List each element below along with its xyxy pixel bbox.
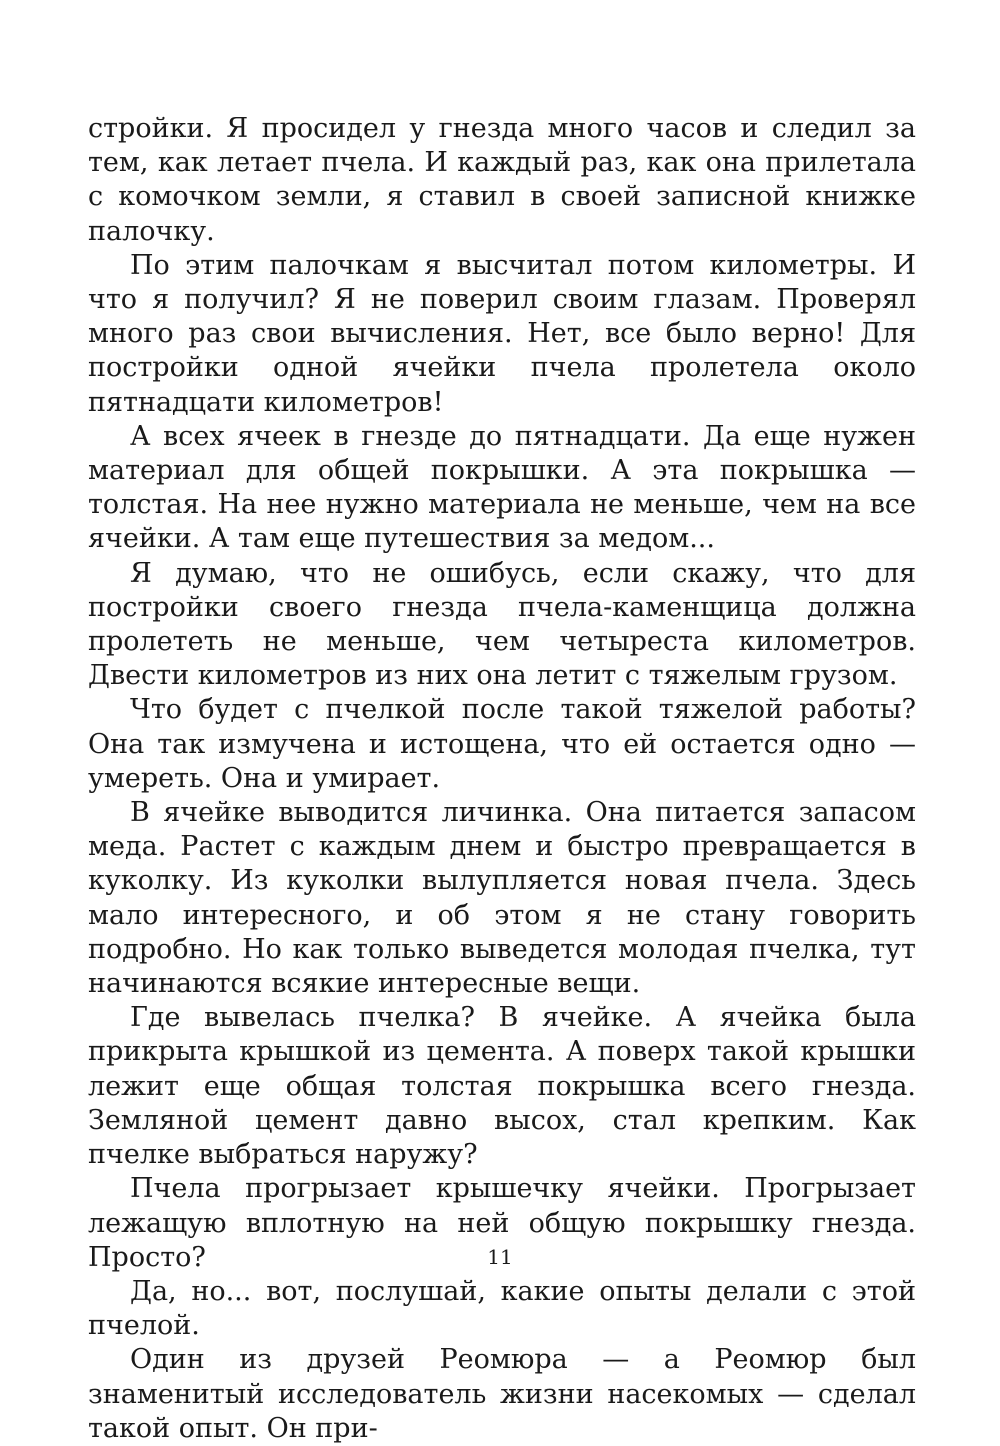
page-number: 11 — [487, 1245, 513, 1269]
paragraph-1: стройки. Я просидел у гнезда много часов и следил за тем, как летает пчела. И каждый раз, как она прилетала с комочком земли, я ставил в своей записной книжке палочку. — [88, 113, 916, 247]
paragraph-4: Я думаю, что не ошибусь, если скажу, что для постройки своего гнезда пчела-каменщица должна пролететь не меньше, чем четыреста километров. Двести километров из них она летит с тяжелым грузом. — [88, 557, 916, 692]
paragraph-9: Да, но... вот, послушай, какие опыты делали с этой пчелой. — [88, 1275, 916, 1342]
paragraph-10: Один из друзей Реомюра — а Реомюр был знаменитый исследователь жизни насекомых — сделал такой опыт. Он при- — [88, 1344, 916, 1444]
paragraph-5: Что будет с пчелкой после такой тяжелой работы? Она так измучена и истощена, что ей остается одно — умереть. Она и умирает. — [88, 694, 916, 794]
paragraph-6: В ячейке выводится личинка. Она питается запасом меда. Растет с каждым днем и быстро превращается в куколку. Из куколки вылупляется новая пчела. Здесь мало интересного, и об этом я не стану говорить подробно. Но как только выведется молодая пчелка, тут начинаются всякие интересные вещи. — [88, 797, 916, 1000]
paragraph-8: Пчела прогрызает крышечку ячейки. Прогрызает лежащую вплотную на ней общую покрышку гнезда. Просто? — [88, 1173, 916, 1273]
paragraph-7: Где вывелась пчелка? В ячейке. А ячейка была прикрыта крышкой из цемента. А поверх такой крышки лежит еще общая толстая покрышка всего гнезда. Земляной цемент давно высох, стал крепким. Как пчелке выбраться наружу? — [88, 1002, 916, 1171]
paragraph-3: А всех ячеек в гнезде до пятнадцати. Да еще нужен материал для общей покрышки. А эта покрышка — толстая. На нее нужно материала не меньше, чем на все ячейки. А там еще путешествия за медом... — [88, 420, 916, 555]
paragraph-2: По этим палочкам я высчитал потом километры. И что я получил? Я не поверил своим глазам. Проверял много раз свои вычисления. Нет, все было верно! Для постройки одной ячейки пчела пролетела около пятнадцати километров! — [88, 249, 916, 418]
